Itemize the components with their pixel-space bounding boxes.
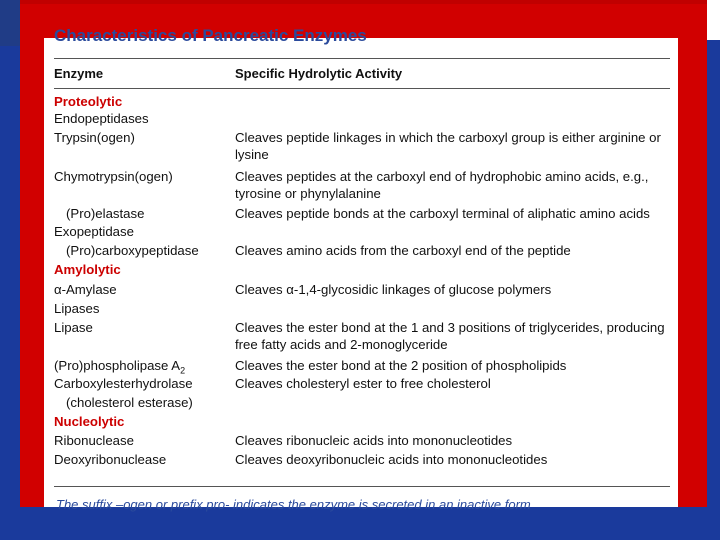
bottom-rule	[54, 486, 670, 487]
enzyme-activity: Cleaves peptides at the carboxyl end of hydrophobic amino acids, e.g., tyrosine or phynylalanine	[235, 169, 649, 201]
enzyme-activity: Cleaves α-1,4-glycosidic linkages of glucose polymers	[235, 282, 552, 297]
enzyme-activity: Cleaves the ester bond at the 2 position of phospholipids	[235, 358, 567, 373]
enzyme-subscript: 2	[180, 365, 186, 376]
enzyme-activity: Cleaves ribonucleic acids into mononucleotides	[235, 433, 513, 448]
category-proteolytic: Proteolytic	[54, 94, 123, 109]
enzyme-name: Carboxylesterhydrolase	[54, 376, 193, 391]
enzyme-activity: Cleaves peptide linkages in which the carboxyl group is either arginine or lysine	[235, 130, 661, 162]
enzyme-name: (cholesterol esterase)	[66, 395, 193, 410]
enzyme-name: Chymotrypsin(ogen)	[54, 169, 173, 184]
footnote: The suffix –ogen or prefix pro- indicates the enzyme is secreted in an inactive form	[56, 497, 531, 512]
enzyme-activity: Cleaves the ester bond at the 1 and 3 positions of triglycerides, producing free fatty acids and 2-monoglyceride	[235, 320, 665, 352]
header-rule	[54, 88, 670, 89]
header-enzyme: Enzyme	[54, 66, 104, 81]
enzyme-name: Ribonuclease	[54, 433, 134, 448]
enzyme-name: (Pro)elastase	[66, 206, 145, 221]
top-rule	[54, 58, 670, 59]
enzyme-name: Lipases	[54, 301, 100, 316]
enzyme-name: Exopeptidase	[54, 224, 134, 239]
enzyme-name: Trypsin(ogen)	[54, 130, 135, 145]
enzyme-name: Deoxyribonuclease	[54, 452, 167, 467]
category-amylolytic: Amylolytic	[54, 262, 121, 277]
enzyme-name: α-Amylase	[54, 282, 117, 297]
enzyme-name: (Pro)carboxypeptidase	[66, 243, 199, 258]
enzyme-activity: Cleaves cholesteryl ester to free cholesterol	[235, 376, 491, 391]
enzyme-activity: Cleaves peptide bonds at the carboxyl terminal of aliphatic amino acids	[235, 206, 650, 221]
enzyme-activity: Cleaves deoxyribonucleic acids into mononucleotides	[235, 452, 548, 467]
enzyme-name: Lipase	[54, 320, 93, 335]
enzyme-name-text: (Pro)phospholipase A	[54, 358, 181, 373]
enzyme-activity: Cleaves amino acids from the carboxyl end of the peptide	[235, 243, 571, 258]
enzyme-name: Endopeptidases	[54, 111, 149, 126]
slide-title: Characteristics of Pancreatic Enzymes	[54, 26, 367, 45]
table-sheet	[44, 26, 678, 512]
header-activity: Specific Hydrolytic Activity	[235, 66, 403, 81]
category-nucleolytic: Nucleolytic	[54, 414, 125, 429]
